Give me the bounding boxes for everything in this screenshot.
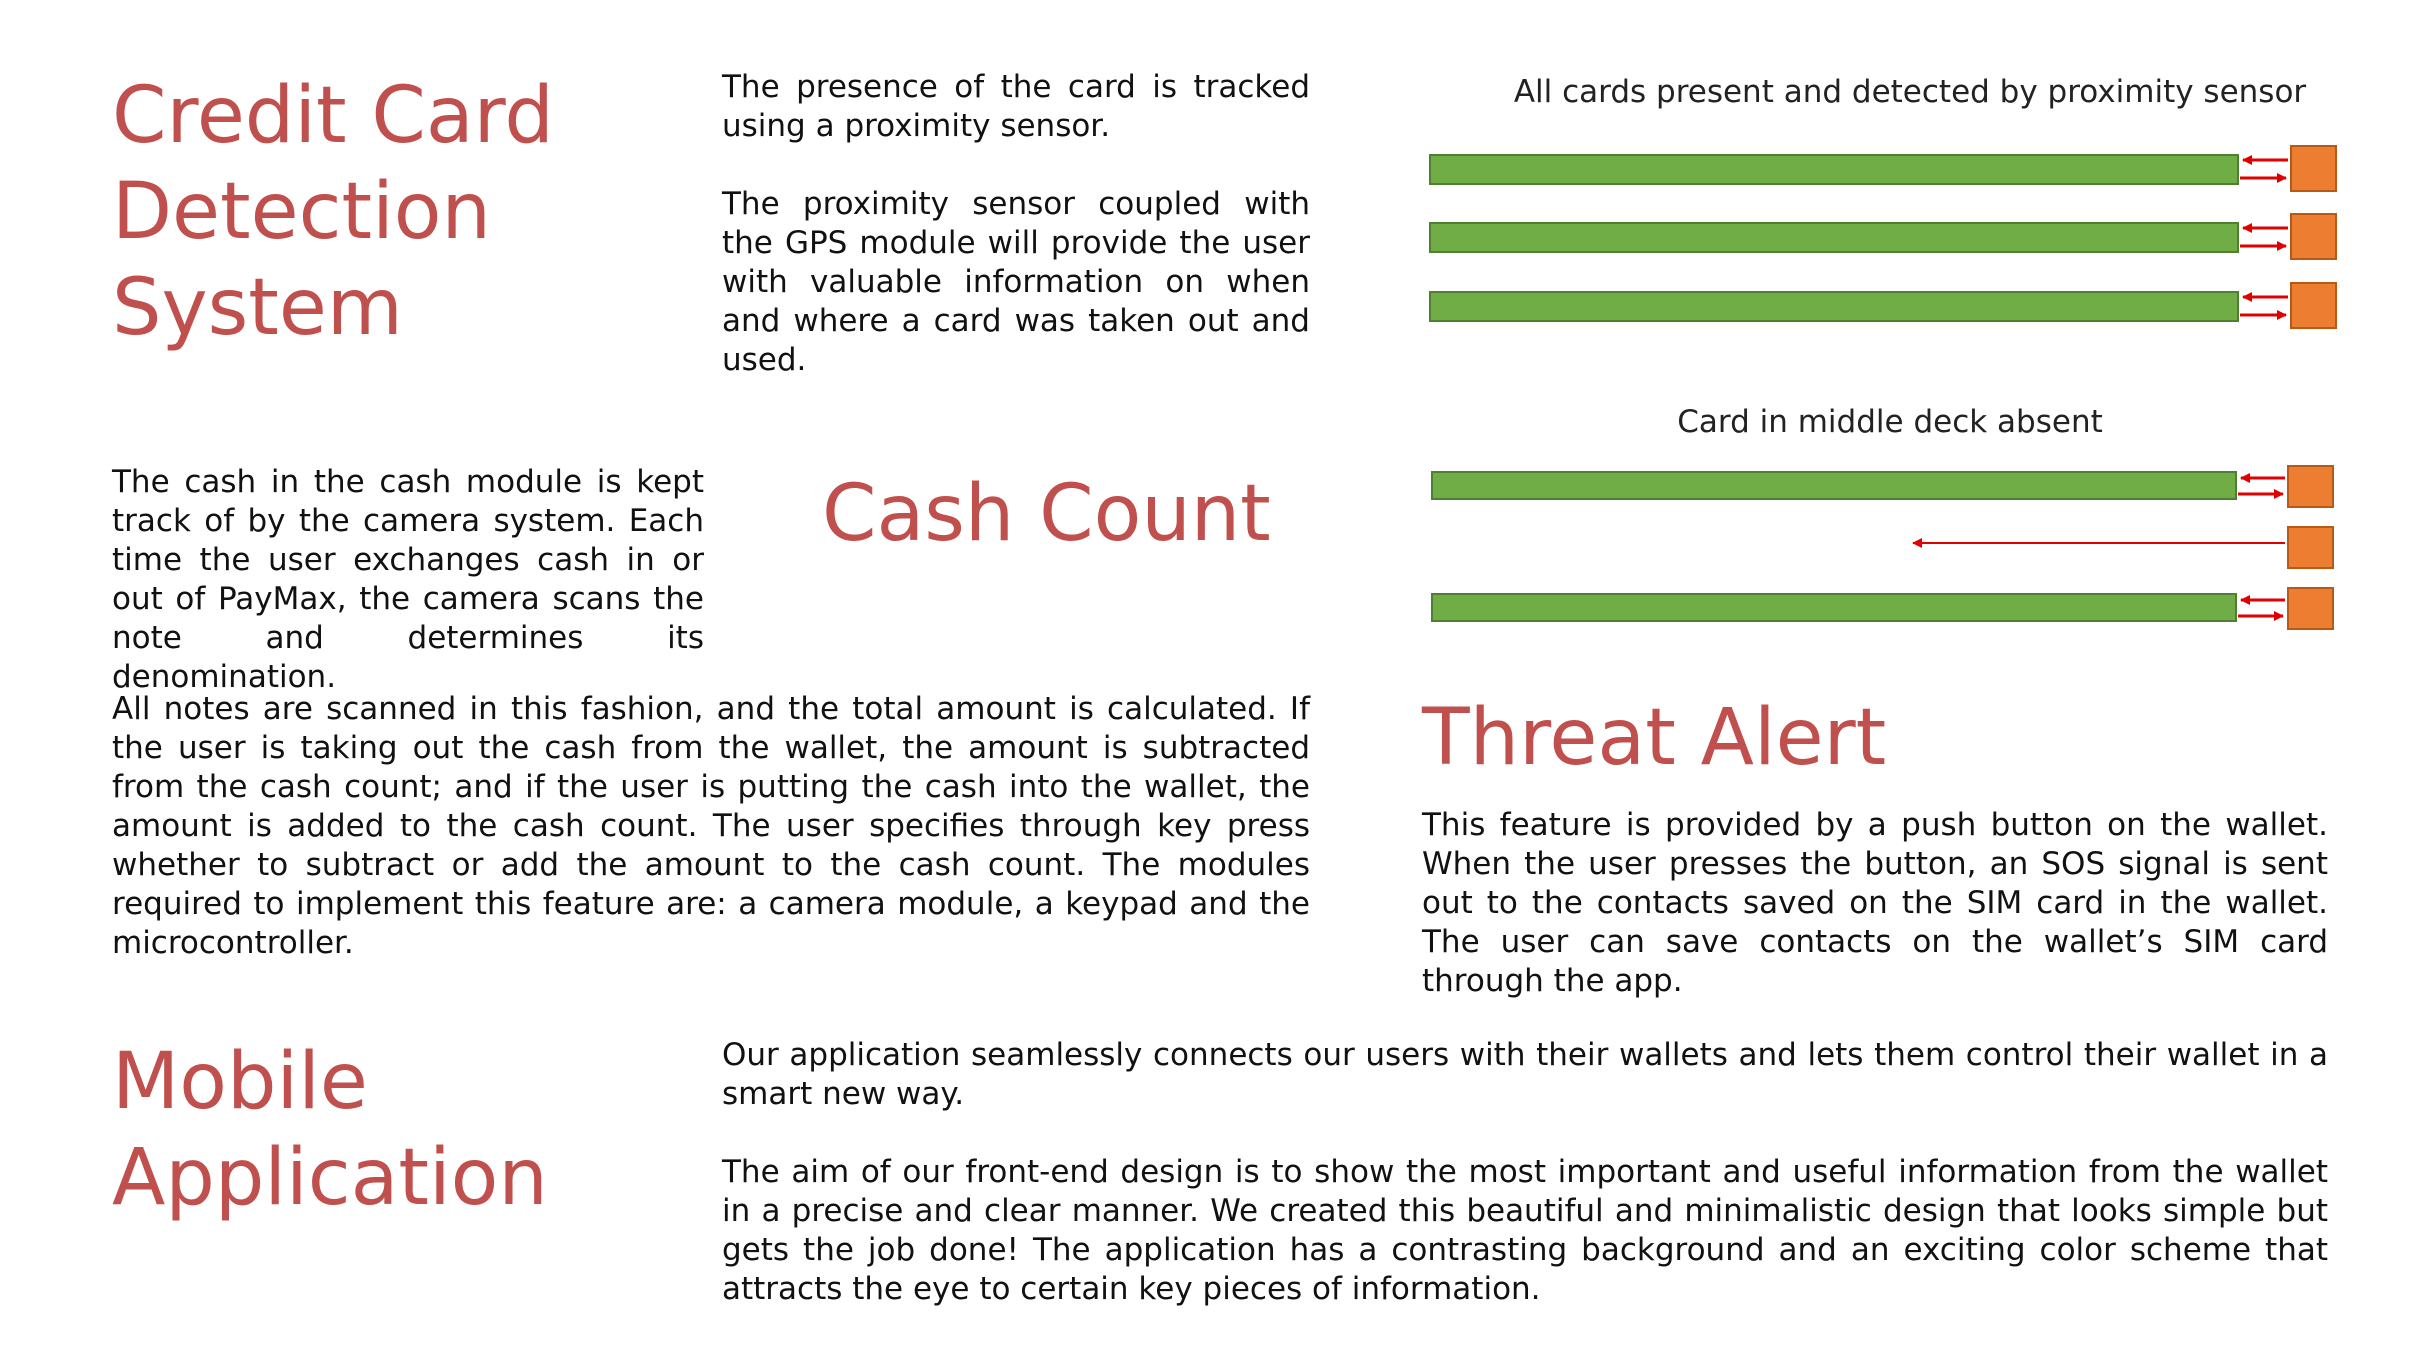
diagram-caption-top: All cards present and detected by proximity sensor (1513, 74, 2307, 110)
present-card-group (1430, 146, 2336, 328)
card-bar (1432, 472, 2236, 499)
cash-count-paragraph-1: The cash in the cash module is kept track of by the camera system. Each time the user exchanges cash in or out of PayMax, the camera scans the note and determines its denomination. (112, 464, 704, 695)
credit-card-title: Credit Card Detection System (112, 71, 554, 353)
mobile-app-paragraph-1: Our application seamlessly connects our users with their wallets and lets them control their wallet in a smart new way. (722, 1037, 2328, 1112)
card-bar (1430, 292, 2238, 321)
proximity-sensor-box (2288, 588, 2333, 629)
cash-count-paragraph-2: All notes are scanned in this fashion, and the total amount is calculated. If the user is taking out the cash from the wallet, the amount is subtracted from the cash count; and if the user is putting the cash into the wallet, the amount is added to the cash count. The user specifies through key press whether to subtract or add the amount to the cash count. The modules required to implement this feature are: a camera module, a keypad and the microcontroller. (112, 691, 1310, 961)
threat-alert-title: Threat Alert (1422, 693, 1887, 783)
mobile-app-title: Mobile Application (112, 1037, 548, 1223)
card-bar (1432, 594, 2236, 621)
proximity-sensor-box (2288, 466, 2333, 507)
absent-card-group (1432, 466, 2333, 629)
cash-count-title: Cash Count (822, 469, 1271, 559)
card-bar (1430, 223, 2238, 252)
proximity-sensor-box (2291, 214, 2336, 259)
credit-card-paragraph-1: The presence of the card is tracked using a proximity sensor. (722, 69, 1310, 144)
threat-alert-paragraph: This feature is provided by a push button on the wallet. When the user presses the button, an SOS signal is sent out to the contacts saved on the SIM card in the wallet. The user can save contacts on the wallet’s SIM card through the app. (1422, 807, 2328, 999)
diagram-caption-bottom: Card in middle deck absent (1677, 404, 2103, 440)
proximity-sensor-box (2288, 527, 2333, 568)
card-bar (1430, 155, 2238, 184)
credit-card-paragraph-2: The proximity sensor coupled with the GPS module will provide the user with valuable information on when and where a card was taken out and used. (722, 186, 1310, 378)
proximity-sensor-box (2291, 146, 2336, 191)
proximity-sensor-box (2291, 283, 2336, 328)
mobile-app-paragraph-2: The aim of our front-end design is to show the most important and useful information from the wallet in a precise and clear manner. We created this beautiful and minimalistic design that looks simple but gets the job done! The application has a contrasting background and an exciting color scheme that attracts the eye to certain key pieces of information. (722, 1154, 2328, 1307)
